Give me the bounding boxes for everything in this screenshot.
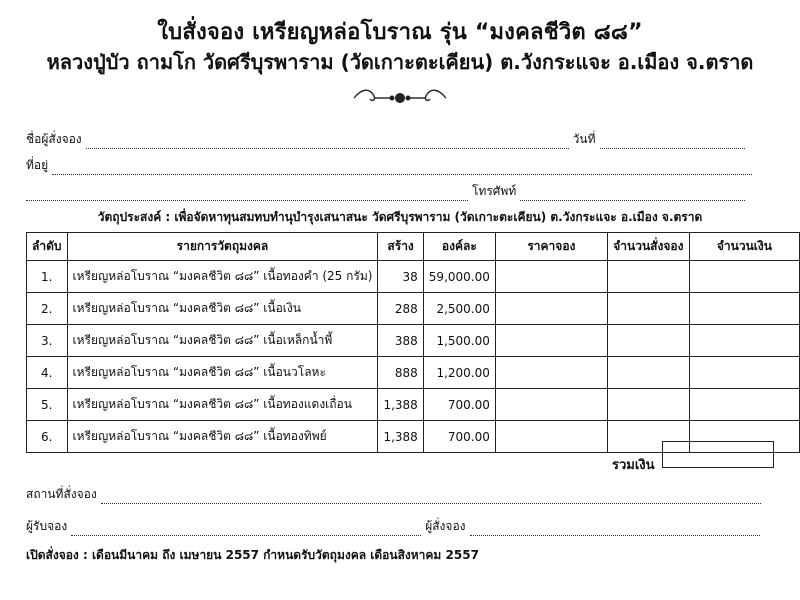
row-made: 388 <box>378 325 423 357</box>
order-place-field[interactable] <box>101 491 761 504</box>
orderer-signature-field[interactable] <box>470 523 760 536</box>
order-period-note: เปิดสั่งจอง : เดือนมีนาคม ถึง เมษายน 2557 กำหนดรับวัตถุมงคล เดือนสิงหาคม 2557 <box>26 548 479 562</box>
row-booking-price-cell[interactable] <box>495 261 607 293</box>
date-label: วันที่ <box>572 132 596 146</box>
row-made: 1,388 <box>378 389 423 421</box>
row-made: 888 <box>378 357 423 389</box>
table-header-row <box>27 233 800 261</box>
row-amount-cell[interactable] <box>689 389 799 421</box>
row-booking-price-cell[interactable] <box>495 421 607 453</box>
row-item: เหรียญหล่อโบราณ “มงคลชีวิต ๘๘” เนื้อเหล็กน้ำพี้ <box>67 325 378 357</box>
row-no: 4. <box>27 357 68 389</box>
order-table <box>26 232 800 453</box>
row-quantity-cell[interactable] <box>607 325 689 357</box>
order-place-line <box>26 485 765 504</box>
page-title: ใบสั่งจอง เหรียญหล่อโบราณ รุ่น “มงคลชีวิต ๘๘” <box>157 20 643 45</box>
table-row <box>27 357 800 389</box>
row-no: 6. <box>27 421 68 453</box>
table-row <box>27 261 800 293</box>
total-label: รวมเงิน <box>612 458 655 473</box>
header-booking-price: ราคาจอง <box>495 233 607 261</box>
row-no: 2. <box>27 293 68 325</box>
date-field[interactable] <box>600 136 745 149</box>
purpose-text: วัตถุประสงค์ : เพื่อจัดหาทุนสมทบทำนุบำรุงเสนาสนะ วัดศรีบุรพาราม (วัดเกาะตะเคียน) ต.วังกระแจะ อ.เมือง จ.ตราด <box>97 210 703 224</box>
address-line-1 <box>26 156 756 175</box>
orderer-name-label: ชื่อผู้สั่งจอง <box>26 132 82 146</box>
row-booking-price-cell[interactable] <box>495 293 607 325</box>
row-quantity-cell[interactable] <box>607 293 689 325</box>
row-amount-cell[interactable] <box>689 357 799 389</box>
orderer-name-field[interactable] <box>86 136 569 149</box>
address-field-1[interactable] <box>52 162 752 175</box>
orderer-label: ผู้สั่งจอง <box>425 519 466 533</box>
address-field-2[interactable] <box>26 188 468 201</box>
row-price: 1,500.00 <box>423 325 495 357</box>
header-price-each: องค์ละ <box>423 233 495 261</box>
row-made: 38 <box>378 261 423 293</box>
order-place-label: สถานที่สั่งจอง <box>26 487 97 501</box>
header-quantity: จำนวนสั่งจอง <box>607 233 689 261</box>
row-no: 1. <box>27 261 68 293</box>
header-no: ลำดับ <box>27 233 68 261</box>
row-amount-cell[interactable] <box>689 325 799 357</box>
orderer-name-line <box>26 130 749 149</box>
row-price: 1,200.00 <box>423 357 495 389</box>
receiver-label: ผู้รับจอง <box>26 519 68 533</box>
receiver-field[interactable] <box>71 523 421 536</box>
row-price: 700.00 <box>423 389 495 421</box>
phone-field[interactable] <box>520 188 745 201</box>
header-amount: จำนวนเงิน <box>689 233 799 261</box>
total-amount-field[interactable] <box>662 441 774 468</box>
ornament-divider-icon <box>350 86 450 110</box>
address-label: ที่อยู่ <box>26 158 49 172</box>
phone-label: โทรศัพท์ <box>472 184 517 198</box>
row-item: เหรียญหล่อโบราณ “มงคลชีวิต ๘๘” เนื้อนวโลหะ <box>67 357 378 389</box>
header-item: รายการวัตถุมงคล <box>67 233 378 261</box>
row-made: 1,388 <box>378 421 423 453</box>
page-subtitle: หลวงปู่บัว ถามโก วัดศรีบุรพาราม (วัดเกาะตะเคียน) ต.วังกระแจะ อ.เมือง จ.ตราด <box>46 50 754 74</box>
row-no: 3. <box>27 325 68 357</box>
table-row <box>27 293 800 325</box>
row-booking-price-cell[interactable] <box>495 325 607 357</box>
table-row <box>27 389 800 421</box>
row-booking-price-cell[interactable] <box>495 357 607 389</box>
row-quantity-cell[interactable] <box>607 357 689 389</box>
row-item: เหรียญหล่อโบราณ “มงคลชีวิต ๘๘” เนื้อเงิน <box>67 293 378 325</box>
address-line-2 <box>26 182 749 201</box>
row-amount-cell[interactable] <box>689 261 799 293</box>
signature-line <box>26 517 764 536</box>
header-made: สร้าง <box>378 233 423 261</box>
row-price: 2,500.00 <box>423 293 495 325</box>
row-price: 59,000.00 <box>423 261 495 293</box>
row-no: 5. <box>27 389 68 421</box>
row-booking-price-cell[interactable] <box>495 389 607 421</box>
row-price: 700.00 <box>423 421 495 453</box>
row-made: 288 <box>378 293 423 325</box>
table-row <box>27 325 800 357</box>
row-amount-cell[interactable] <box>689 293 799 325</box>
row-quantity-cell[interactable] <box>607 261 689 293</box>
row-item: เหรียญหล่อโบราณ “มงคลชีวิต ๘๘” เนื้อทองทิพย์ <box>67 421 378 453</box>
row-quantity-cell[interactable] <box>607 389 689 421</box>
row-item: เหรียญหล่อโบราณ “มงคลชีวิต ๘๘” เนื้อทองคำ (25 กรัม) <box>67 261 378 293</box>
row-item: เหรียญหล่อโบราณ “มงคลชีวิต ๘๘” เนื้อทองแดงเถื่อน <box>67 389 378 421</box>
